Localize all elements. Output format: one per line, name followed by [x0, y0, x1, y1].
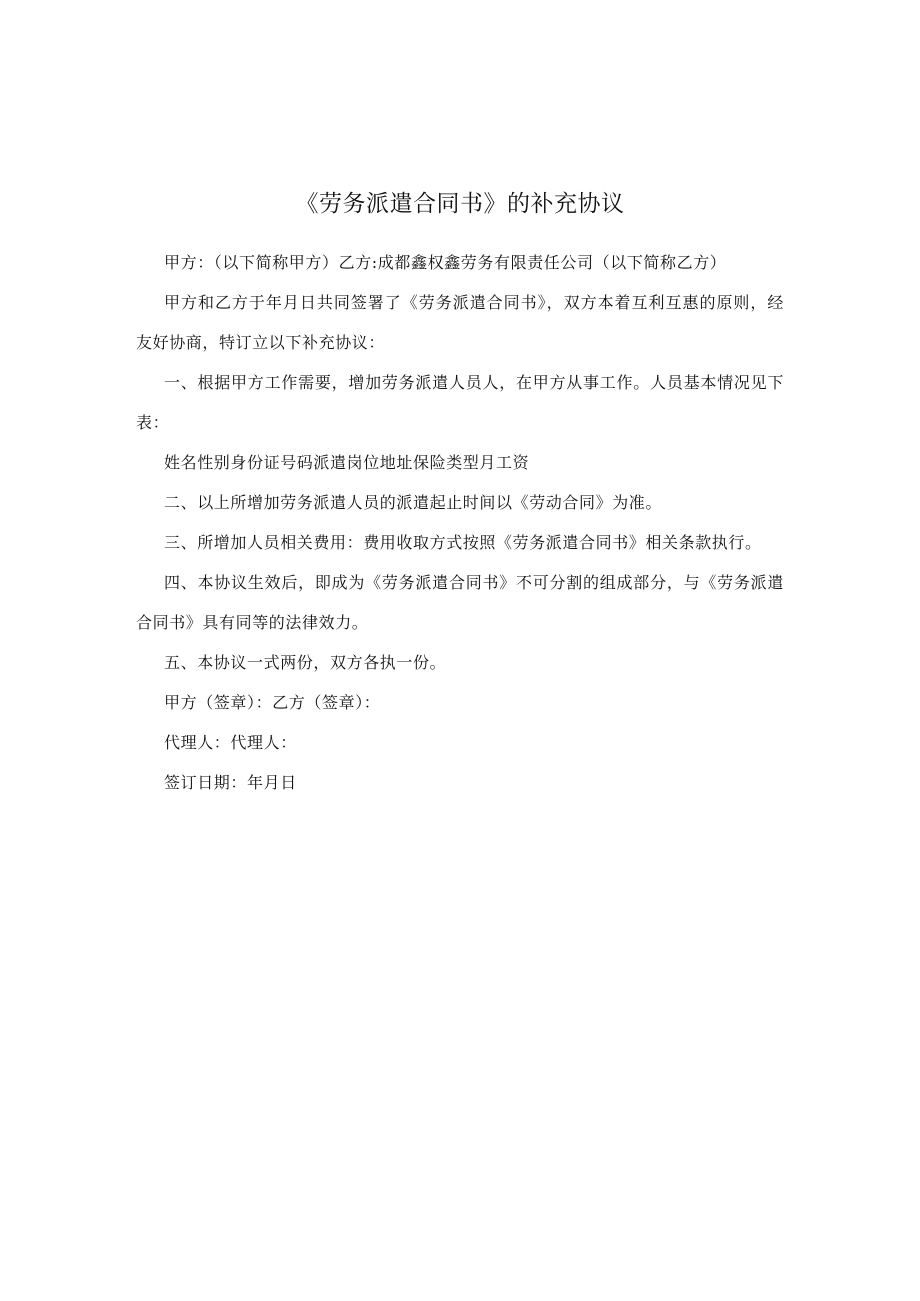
document-title: 《劳务派遣合同书》的补充协议: [295, 191, 625, 217]
parties-paragraph: 甲方：（以下简称甲方）乙方:成都鑫权鑫劳务有限责任公司（以下简称乙方）: [164, 253, 727, 272]
signature-line: 甲方（签章）：乙方（签章）：: [164, 693, 381, 712]
clause-4: 四、本协议生效后，即成为《劳务派遣合同书》不可分割的组成部分，与《劳务派遣合同书》具有同等的法律效力。: [136, 573, 784, 632]
clause-2: 二、以上所增加劳务派遣人员的派遣起止时间以《劳动合同》为准。: [164, 493, 663, 512]
signing-date-line: 签订日期：年月日: [164, 773, 297, 792]
clause-3: 三、所增加人员相关费用：费用收取方式按照《劳务派遣合同书》相关条款执行。: [164, 533, 762, 552]
clause-1: 一、根据甲方工作需要，增加劳务派遣人员人，在甲方从事工作。人员基本情况见下表：: [136, 373, 784, 432]
intro-paragraph: 甲方和乙方于年月日共同签署了《劳务派遣合同书》，双方本着互利互惠的原则，经友好协商，特订立以下补充协议：: [136, 293, 784, 352]
agent-line: 代理人：代理人：: [164, 733, 297, 752]
document-body: [136, 243, 784, 803]
staff-table-header: 姓名性别身份证号码派遣岗位地址保险类型月工资: [164, 453, 530, 472]
clause-5: 五、本协议一式两份，双方各执一份。: [164, 653, 447, 672]
